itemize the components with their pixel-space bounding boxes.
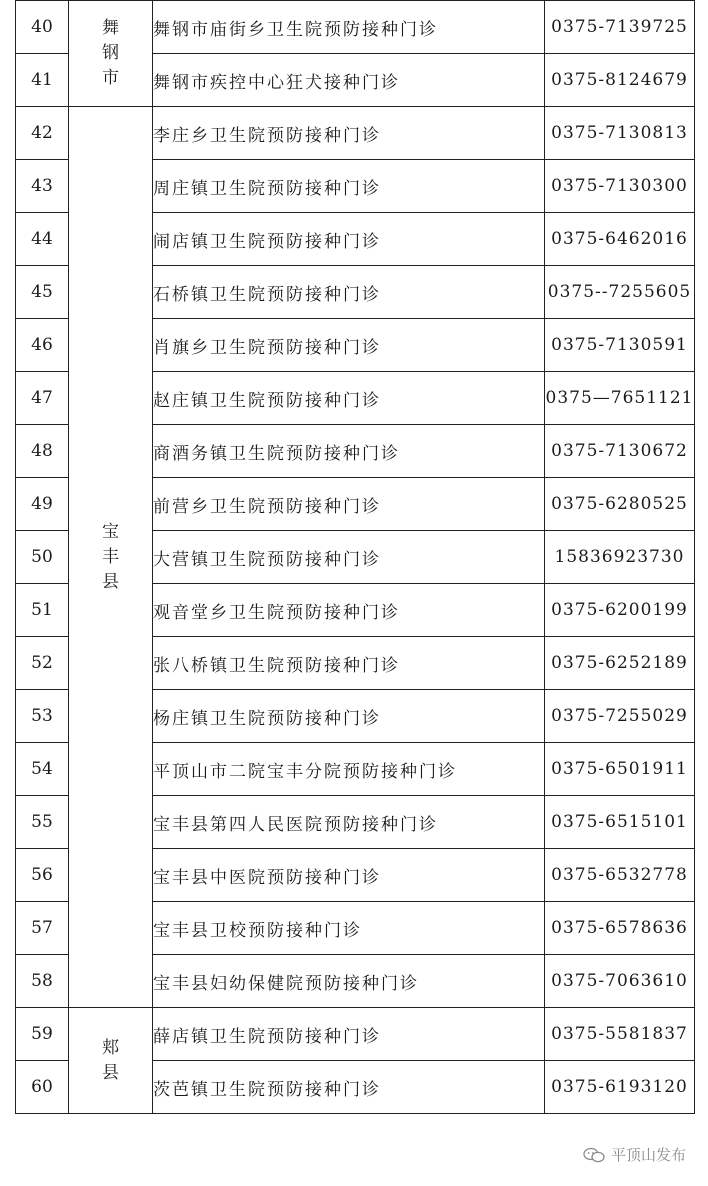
- phone-number: 0375-6280525: [545, 478, 695, 531]
- row-number: 43: [16, 160, 69, 213]
- row-number: 49: [16, 478, 69, 531]
- table-row: [16, 1008, 695, 1061]
- phone-number: 0375-7130813: [545, 107, 695, 160]
- clinic-name: 茨芭镇卫生院预防接种门诊: [153, 1061, 545, 1114]
- row-number: 56: [16, 849, 69, 902]
- phone-number: 0375-7139725: [545, 1, 695, 54]
- table-row: [16, 1, 695, 54]
- row-number: 47: [16, 372, 69, 425]
- county-label: 郏县: [102, 1037, 119, 1083]
- row-number: 58: [16, 955, 69, 1008]
- county-cell: [69, 1, 153, 107]
- phone-number: 0375-6252189: [545, 637, 695, 690]
- row-number: 42: [16, 107, 69, 160]
- row-number: 51: [16, 584, 69, 637]
- county-cell: [69, 107, 153, 1008]
- clinic-name: 薛店镇卫生院预防接种门诊: [153, 1008, 545, 1061]
- phone-number: 0375--7255605: [545, 266, 695, 319]
- phone-number: 0375-7130300: [545, 160, 695, 213]
- county-label: 宝丰县: [102, 521, 119, 592]
- clinic-name: 石桥镇卫生院预防接种门诊: [153, 266, 545, 319]
- clinic-name: 大营镇卫生院预防接种门诊: [153, 531, 545, 584]
- clinic-name: 肖旗乡卫生院预防接种门诊: [153, 319, 545, 372]
- phone-number: 0375-7130672: [545, 425, 695, 478]
- clinic-name: 宝丰县中医院预防接种门诊: [153, 849, 545, 902]
- clinic-name: 宝丰县卫校预防接种门诊: [153, 902, 545, 955]
- phone-number: 0375-7130591: [545, 319, 695, 372]
- clinic-name: 宝丰县妇幼保健院预防接种门诊: [153, 955, 545, 1008]
- row-number: 44: [16, 213, 69, 266]
- county-label: 舞钢市: [102, 18, 119, 88]
- phone-number: 0375-6578636: [545, 902, 695, 955]
- clinic-name: 张八桥镇卫生院预防接种门诊: [153, 637, 545, 690]
- row-number: 60: [16, 1061, 69, 1114]
- clinic-name: 闹店镇卫生院预防接种门诊: [153, 213, 545, 266]
- clinic-name: 杨庄镇卫生院预防接种门诊: [153, 690, 545, 743]
- phone-number: 0375-6532778: [545, 849, 695, 902]
- row-number: 55: [16, 796, 69, 849]
- phone-number: 0375-6515101: [545, 796, 695, 849]
- clinic-name: 前营乡卫生院预防接种门诊: [153, 478, 545, 531]
- row-number: 46: [16, 319, 69, 372]
- clinic-name: 平顶山市二院宝丰分院预防接种门诊: [153, 743, 545, 796]
- table-row: [16, 107, 695, 160]
- phone-number: 15836923730: [545, 531, 695, 584]
- watermark-text: 平顶山发布: [610, 1146, 686, 1164]
- row-number: 40: [16, 1, 69, 54]
- phone-number: 0375-5581837: [545, 1008, 695, 1061]
- phone-number: 0375-8124679: [545, 54, 695, 107]
- phone-number: 0375-6501911: [545, 743, 695, 796]
- phone-number: 0375-6462016: [545, 213, 695, 266]
- table-body: [16, 1, 695, 1114]
- clinic-name: 宝丰县第四人民医院预防接种门诊: [153, 796, 545, 849]
- clinic-name: 商酒务镇卫生院预防接种门诊: [153, 425, 545, 478]
- clinic-name: 观音堂乡卫生院预防接种门诊: [153, 584, 545, 637]
- clinic-name: 李庄乡卫生院预防接种门诊: [153, 107, 545, 160]
- wechat-icon: [583, 1147, 605, 1163]
- phone-number: 0375-7255029: [545, 690, 695, 743]
- watermark: [583, 1144, 686, 1165]
- clinic-name: 周庄镇卫生院预防接种门诊: [153, 160, 545, 213]
- row-number: 41: [16, 54, 69, 107]
- clinic-name: 舞钢市疾控中心狂犬接种门诊: [153, 54, 545, 107]
- phone-number: 0375—7651121: [545, 372, 695, 425]
- row-number: 57: [16, 902, 69, 955]
- row-number: 54: [16, 743, 69, 796]
- clinic-name: 舞钢市庙街乡卫生院预防接种门诊: [153, 1, 545, 54]
- row-number: 52: [16, 637, 69, 690]
- phone-number: 0375-6200199: [545, 584, 695, 637]
- row-number: 53: [16, 690, 69, 743]
- row-number: 59: [16, 1008, 69, 1061]
- county-cell: [69, 1008, 153, 1114]
- phone-number: 0375-6193120: [545, 1061, 695, 1114]
- row-number: 45: [16, 266, 69, 319]
- clinic-name: 赵庄镇卫生院预防接种门诊: [153, 372, 545, 425]
- row-number: 48: [16, 425, 69, 478]
- phone-number: 0375-7063610: [545, 955, 695, 1008]
- row-number: 50: [16, 531, 69, 584]
- vaccination-clinic-table: [15, 0, 695, 1114]
